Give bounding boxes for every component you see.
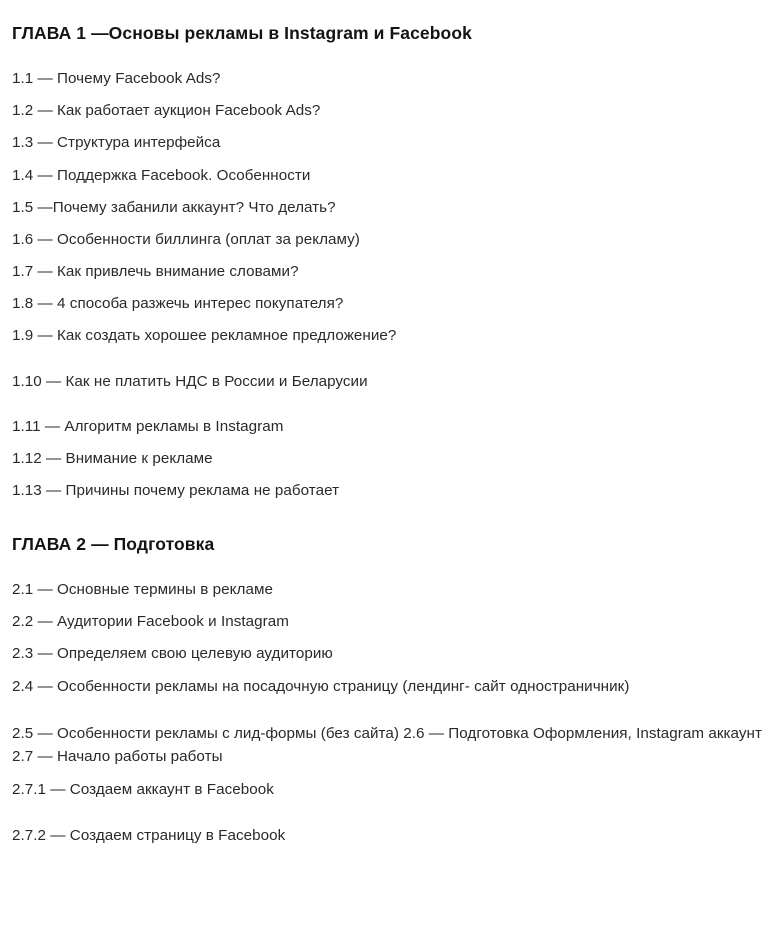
toc-group-1-1 xyxy=(12,63,767,352)
list-item[interactable]: 1.1 — Почему Facebook Ads? xyxy=(12,70,221,88)
toc-group-2-2 xyxy=(12,704,767,806)
toc-group-1-3 xyxy=(12,397,767,507)
list-item[interactable]: 1.9 — Как создать хорошее рекламное предложение? xyxy=(12,327,397,344)
list-item[interactable]: 2.3 — Определяем свою целевую аудиторию xyxy=(12,645,333,663)
chapter-heading-1: ГЛАВА 1 —Основы рекламы в Instagram и Facebook xyxy=(12,23,472,43)
toc-group-2-1 xyxy=(12,574,767,704)
list-item[interactable]: 2.7.2 — Создаем страницу в Facebook xyxy=(12,826,286,844)
chapter-heading-2: ГЛАВА 2 — Подготовка xyxy=(12,533,215,554)
toc-group-2-3 xyxy=(12,806,767,852)
spacer xyxy=(12,55,767,63)
list-item[interactable]: 1.10 — Как не платить НДС в России и Беларусии xyxy=(12,372,368,390)
list-item[interactable]: 2.4 — Особенности рекламы на посадочную страницу (лендинг- сайт одностраничник) xyxy=(12,677,630,695)
list-item[interactable]: 1.7 — Как привлечь внимание словами? xyxy=(12,262,299,280)
list-item[interactable]: 1.6 — Особенности биллинга (оплат за рекламу) xyxy=(12,230,360,248)
list-item[interactable]: 2.7.1 — Создаем аккаунт в Facebook xyxy=(12,781,274,799)
list-item[interactable]: 1.13 — Причины почему реклама не работает xyxy=(12,482,340,500)
toc-group-1-2 xyxy=(12,352,767,398)
spacer xyxy=(12,507,767,523)
list-item[interactable]: 2.5 — Особенности рекламы с лид-формы (без сайта) 2.6 — Подготовка Оформления, Instagram аккаунт 2.7 — Начало работы работы xyxy=(12,724,762,765)
list-item[interactable]: 1.8 — 4 способа разжечь интерес покупателя? xyxy=(12,294,344,312)
list-item[interactable]: 1.3 — Структура интерфейса xyxy=(12,134,221,152)
list-item[interactable]: 2.2 — Аудитории Facebook и Instagram xyxy=(12,613,289,631)
list-item[interactable]: 1.5 —Почему забанили аккаунт? Что делать? xyxy=(12,198,336,216)
list-item[interactable]: 2.1 — Основные термины в рекламе xyxy=(12,581,273,599)
spacer xyxy=(12,566,767,574)
list-item[interactable]: 1.12 — Внимание к рекламе xyxy=(12,450,213,468)
list-item[interactable]: 1.4 — Поддержка Facebook. Особенности xyxy=(12,166,311,184)
list-item[interactable]: 1.11 — Алгоритм рекламы в Instagram xyxy=(12,418,284,436)
list-item[interactable]: 1.2 — Как работает аукцион Facebook Ads? xyxy=(12,102,321,120)
